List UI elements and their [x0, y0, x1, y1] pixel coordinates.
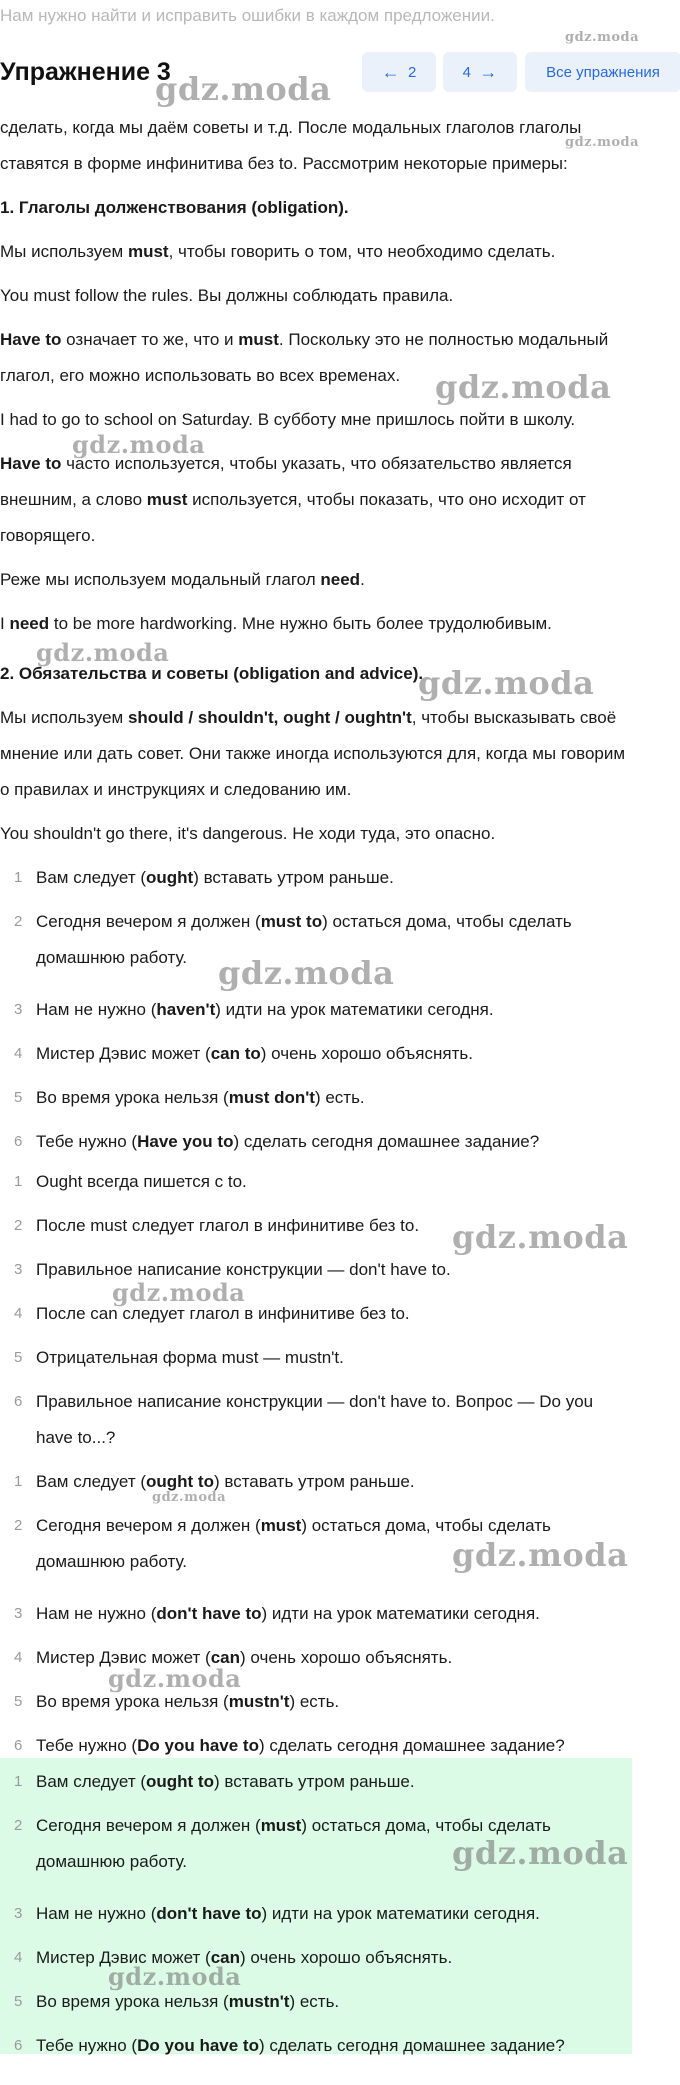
text-part: внешним, а слово	[0, 490, 147, 509]
item-text	[36, 992, 640, 1028]
item-text	[36, 1764, 640, 1800]
bold-term: must	[238, 330, 279, 349]
item-text	[36, 1984, 640, 2020]
item-number: 1	[14, 1173, 23, 1190]
theory-text	[0, 700, 670, 736]
item-number: 1	[14, 1773, 23, 1790]
text-part: ) остаться дома, чтобы сделать	[301, 1816, 551, 1835]
watermark: gdz.moda	[36, 638, 170, 667]
watermark: gdz.moda	[452, 1834, 629, 1872]
text-part: Тебе нужно (	[36, 2036, 138, 2055]
bold-term: Have to	[0, 454, 62, 473]
theory-text	[0, 322, 670, 358]
bold-term: don't have to	[156, 1604, 262, 1623]
item-text	[36, 1080, 640, 1116]
watermark: gdz.moda	[435, 368, 612, 406]
text-part: домашнюю работу.	[36, 1552, 187, 1571]
text-part: ) очень хорошо объяснять.	[240, 1948, 453, 1967]
text-part: ) идти на урок математики сегодня.	[261, 1604, 540, 1623]
text-part: Сегодня вечером я должен (	[36, 1516, 261, 1535]
text-part: ) есть.	[289, 1992, 340, 2011]
item-text: Правильное написание конструкции — don't have to.	[36, 1260, 451, 1279]
example-sentence: You must follow the rules. Вы должны соблюдать правила.	[0, 286, 454, 305]
item-text	[36, 1464, 640, 1500]
text-part: домашнюю работу.	[36, 948, 187, 967]
text-part: . Поскольку это не полностью модальный	[278, 330, 609, 349]
item-text	[36, 1684, 640, 1720]
item-number: 5	[14, 1349, 23, 1366]
bold-term: can	[210, 1648, 241, 1667]
text-part: Мистер Дэвис может (	[36, 1044, 211, 1063]
text-part: .	[360, 570, 365, 589]
watermark: gdz.moda	[452, 1218, 629, 1256]
theory-text: говорящего.	[0, 526, 96, 545]
bold-term: can	[210, 1948, 241, 1967]
text-part: Во время урока нельзя (	[36, 1692, 229, 1711]
bold-term: ought to	[146, 1772, 214, 1791]
item-number: 3	[14, 1001, 23, 1018]
text-part: Тебе нужно (	[36, 1132, 138, 1151]
all-exercises-button[interactable]: Все упражнения	[525, 52, 680, 92]
text-part: ) вставать утром раньше.	[213, 1472, 415, 1491]
item-number: 3	[14, 1905, 23, 1922]
bold-term: Do you have to	[137, 1736, 259, 1755]
text-part: ) очень хорошо объяснять.	[240, 1648, 453, 1667]
example-sentence: I had to go to school on Saturday. В субботу мне пришлось пойти в школу.	[0, 410, 576, 429]
item-number: 5	[14, 1993, 23, 2010]
example-sentence: You shouldn't go there, it's dangerous. Не ходи туда, это опасно.	[0, 824, 496, 843]
bold-term: must don't	[228, 1088, 315, 1107]
watermark: gdz.moda	[565, 135, 640, 150]
text-part: , чтобы говорить о том, что необходимо сделать.	[168, 242, 556, 261]
bold-term: should / shouldn't, ought / oughtn't	[127, 708, 412, 727]
theory-text	[0, 482, 670, 518]
theory-text	[0, 446, 670, 482]
text-part: ) есть.	[289, 1692, 340, 1711]
item-number: 2	[14, 1817, 23, 1834]
watermark: gdz.moda	[108, 1664, 242, 1693]
text-part: ) есть.	[314, 1088, 365, 1107]
text-part: Нам не нужно (	[36, 1904, 157, 1923]
item-text	[36, 2028, 640, 2064]
item-text: Отрицательная форма must — mustn't.	[36, 1348, 344, 1367]
item-number: 1	[14, 1473, 23, 1490]
watermark: gdz.moda	[418, 664, 595, 702]
watermark: gdz.moda	[565, 30, 640, 45]
item-number: 4	[14, 1649, 23, 1666]
text-part: Мы используем	[0, 242, 128, 261]
item-text	[36, 1896, 640, 1932]
text-part: ) вставать утром раньше.	[213, 1772, 415, 1791]
text-part: I	[0, 614, 10, 633]
item-number: 6	[14, 1737, 23, 1754]
theory-text: ставятся в форме инфинитива без to. Рассмотрим некоторые примеры:	[0, 154, 568, 173]
text-part: часто используется, чтобы указать, что обязательство является	[61, 454, 572, 473]
item-text	[36, 1036, 640, 1072]
item-number: 2	[14, 1217, 23, 1234]
watermark: gdz.moda	[452, 1536, 629, 1574]
item-text	[36, 860, 640, 896]
text-part: Вам следует (	[36, 868, 146, 887]
page-title: Упражнение 3	[0, 58, 171, 86]
text-part: ) сделать сегодня домашнее задание?	[258, 1736, 565, 1755]
bold-term: need	[9, 614, 50, 633]
text-part: ) сделать сегодня домашнее задание?	[258, 2036, 565, 2055]
item-text	[36, 1596, 640, 1632]
text-part: Нам не нужно (	[36, 1000, 157, 1019]
bold-term: must	[260, 1516, 302, 1535]
text-part: Во время урока нельзя (	[36, 1992, 229, 2011]
item-number: 6	[14, 1393, 23, 1410]
bold-term: mustn't	[228, 1992, 290, 2011]
text-part: Сегодня вечером я должен (	[36, 912, 261, 931]
item-number: 3	[14, 1605, 23, 1622]
item-text: Ought всегда пишется с to.	[36, 1172, 247, 1191]
item-text	[36, 1124, 640, 1160]
text-part: Сегодня вечером я должен (	[36, 1816, 261, 1835]
text-part: ) остаться дома, чтобы сделать	[301, 1516, 551, 1535]
watermark: gdz.moda	[108, 1962, 242, 1991]
theory-text	[0, 562, 670, 598]
text-part: ) идти на урок математики сегодня.	[261, 1904, 540, 1923]
bold-term: must	[127, 242, 169, 261]
text-part: ) вставать утром раньше.	[193, 868, 394, 887]
theory-text: глагол, его можно использовать во всех временах.	[0, 366, 401, 385]
item-number: 1	[14, 869, 23, 886]
prev-exercise-button[interactable]	[362, 52, 436, 92]
bold-term: don't have to	[156, 1904, 262, 1923]
watermark: gdz.moda	[218, 954, 395, 992]
bold-term: Have you to	[137, 1132, 234, 1151]
text-part: используется, чтобы показать, что оно исходит от	[187, 490, 586, 509]
text-part: ) остаться дома, чтобы сделать	[322, 912, 572, 931]
text-part: Мистер Дэвис может (	[36, 1648, 211, 1667]
bold-term: mustn't	[228, 1692, 290, 1711]
text-part: Вам следует (	[36, 1772, 146, 1791]
bold-term: haven't	[156, 1000, 216, 1019]
text-part: ) идти на урок математики сегодня.	[215, 1000, 494, 1019]
watermark: gdz.moda	[112, 1278, 246, 1307]
text-part: Мы используем	[0, 708, 128, 727]
item-text: После can следует глагол в инфинитиве без to.	[36, 1304, 410, 1323]
bold-term: ought	[146, 868, 194, 887]
text-part: Нам не нужно (	[36, 1604, 157, 1623]
example-sentence	[0, 606, 670, 642]
text-part: домашнюю работу.	[36, 1852, 187, 1871]
bold-term: need	[320, 570, 361, 589]
item-number: 4	[14, 1949, 23, 1966]
bold-term: must to	[260, 912, 323, 931]
bold-term: must	[260, 1816, 302, 1835]
text-part: Во время урока нельзя (	[36, 1088, 229, 1107]
text-part: , чтобы высказывать своё	[411, 708, 617, 727]
next-exercise-button[interactable]	[443, 52, 517, 92]
bold-term: Do you have to	[137, 2036, 259, 2055]
section-heading: 2. Обязательства и советы (obligation and advice).	[0, 664, 424, 683]
item-number: 6	[14, 1133, 23, 1150]
text-part: have to...?	[36, 1428, 116, 1447]
task-instruction: Нам нужно найти и исправить ошибки в каждом предложении.	[0, 6, 495, 25]
watermark: gdz.moda	[155, 70, 332, 108]
section-heading: 1. Глаголы долженствования (obligation).	[0, 198, 349, 217]
bold-term: ought to	[146, 1472, 214, 1491]
item-number: 3	[14, 1261, 23, 1278]
item-number: 5	[14, 1089, 23, 1106]
text-part: Мистер Дэвис может (	[36, 1948, 211, 1967]
prev-exercise-label: 2	[408, 63, 417, 81]
item-number: 6	[14, 2037, 23, 2054]
next-exercise-label: 4	[462, 63, 471, 81]
text-part: ) сделать сегодня домашнее задание?	[233, 1132, 540, 1151]
text-part: Вам следует (	[36, 1472, 146, 1491]
item-number: 2	[14, 913, 23, 930]
item-number: 5	[14, 1693, 23, 1710]
watermark: gdz.moda	[72, 430, 206, 459]
theory-text: сделать, когда мы даём советы и т.д. После модальных глаголов глаголы	[0, 118, 582, 137]
text-part: ) очень хорошо объяснять.	[260, 1044, 473, 1063]
theory-text: мнение или дать совет. Они также иногда используются для, когда мы говорим	[0, 744, 626, 763]
arrow-left-icon: ←	[381, 61, 400, 82]
item-number: 2	[14, 1517, 23, 1534]
exercise-header	[0, 50, 680, 98]
theory-text	[0, 234, 670, 270]
theory-text: о правилах и инструкциях и следованию им.	[0, 780, 352, 799]
text-part: означает то же, что и	[61, 330, 239, 349]
watermark: gdz.moda	[152, 1490, 227, 1505]
item-text: После must следует глагол в инфинитиве без to.	[36, 1216, 420, 1235]
bold-term: must	[146, 490, 188, 509]
text-part: to be more hardworking. Мне нужно быть более трудолюбивым.	[49, 614, 552, 633]
bold-term: can to	[210, 1044, 261, 1063]
arrow-right-icon: →	[479, 61, 498, 82]
item-text	[36, 1384, 640, 1456]
text-part: Реже мы используем модальный глагол	[0, 570, 321, 589]
text-part: Правильное написание конструкции — don't have to. Вопрос — Do you	[36, 1392, 594, 1411]
item-number: 4	[14, 1045, 23, 1062]
item-number: 4	[14, 1305, 23, 1322]
text-part: Тебе нужно (	[36, 1736, 138, 1755]
bold-term: Have to	[0, 330, 62, 349]
